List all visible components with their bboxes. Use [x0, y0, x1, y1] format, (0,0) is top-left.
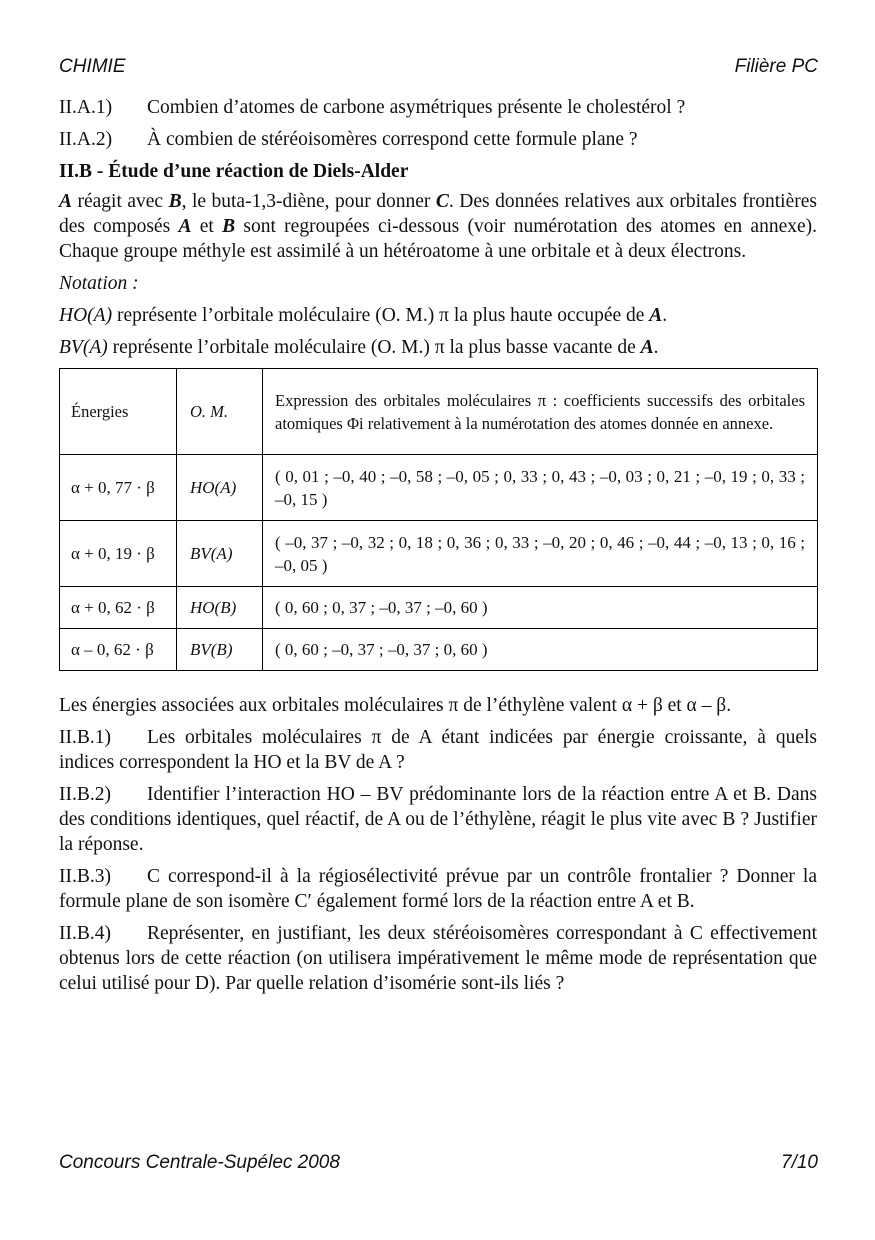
compound-c: C	[435, 191, 449, 212]
row-om-text: BV(B)	[190, 640, 233, 659]
row-coefficients: ( –0, 37 ; –0, 32 ; 0, 18 ; 0, 36 ; 0, 33 ; –0, 20 ; 0, 46 ; –0, 44 ; –0, 13 ; 0, 16 ; –0, 05 )	[263, 521, 818, 587]
question-number: II.B.1)	[59, 727, 111, 748]
question-text: Identifier l’interaction HO – BV prédominante lors de la réaction entre A et B. Dans des conditions identiques, quel réactif, de A ou de l’éthylène, réagit le plus vite avec B ? Justifier la réponse.	[59, 784, 817, 855]
notation-compound: A	[640, 337, 654, 358]
question-number: II.B.4)	[59, 923, 111, 944]
row-om-text: HO(B)	[190, 598, 237, 617]
row-energy: α + 0, 77 · β	[60, 455, 177, 521]
question-number: II.A.2)	[59, 129, 113, 150]
row-om	[177, 455, 263, 521]
header-om	[177, 369, 263, 455]
header-subject: CHIMIE	[59, 56, 126, 77]
row-energy: α + 0, 19 · β	[60, 521, 177, 587]
orbital-table	[59, 368, 818, 671]
row-om	[177, 521, 263, 587]
notation-label-text: Notation :	[59, 273, 139, 294]
compound-a-ref: A	[178, 216, 192, 237]
question-II-A-1	[59, 95, 817, 120]
table-row	[60, 455, 818, 521]
table-row	[60, 587, 818, 629]
compound-b-ref: B	[222, 216, 236, 237]
row-coefficients: ( 0, 60 ; 0, 37 ; –0, 37 ; –0, 60 )	[263, 587, 818, 629]
header-energies: Énergies	[60, 369, 177, 455]
row-energy: α + 0, 62 · β	[60, 587, 177, 629]
question-II-B-3	[59, 864, 817, 914]
question-II-B-1	[59, 725, 817, 775]
section-title: II.B - Étude d’une réaction de Diels-Alder	[59, 161, 409, 182]
question-text: Combien d’atomes de carbone asymétriques présente le cholestérol ?	[147, 97, 686, 118]
footer-page-number: 7/10	[781, 1152, 818, 1173]
header-om-text: O. M.	[190, 402, 229, 421]
row-coefficients: ( 0, 01 ; –0, 40 ; –0, 58 ; –0, 05 ; 0, 33 ; 0, 43 ; –0, 03 ; 0, 21 ; –0, 19 ; 0, 33 ; –0, 15 )	[263, 455, 818, 521]
notation-text: représente l’orbitale moléculaire (O. M.) π la plus basse vacante de	[107, 337, 641, 358]
page-content	[59, 95, 817, 1003]
question-II-A-2	[59, 127, 817, 152]
ethylene-paragraph: Les énergies associées aux orbitales moléculaires π de l’éthylène valent α + β et α – β.	[59, 695, 732, 716]
question-number: II.B.3)	[59, 866, 111, 887]
question-text: Représenter, en justifiant, les deux stéréoisomères correspondant à C effectivement obtenus lors de cette réaction (on utilisera impérativement le même mode de représentation que celui utilisé pour D). Par quelle relation d’isomérie sont-ils liés ?	[59, 923, 817, 994]
notation-dot: .	[653, 337, 659, 358]
notation-symbol: BV(A)	[59, 337, 108, 358]
question-text: C correspond-il à la régiosélectivité prévue par un contrôle frontalier ? Donner la formule plane de son isomère C′ également formé lors de la réaction entre A et B.	[59, 866, 817, 912]
row-om	[177, 629, 263, 671]
table-row	[60, 521, 818, 587]
intro-text-4: et	[191, 216, 223, 237]
intro-text-5: sont regroupées ci-dessous (voir numérotation des atomes en annexe). Chaque groupe méthyle est assimilé à un hétéroatome à une orbitale et à deux électrons.	[59, 216, 817, 262]
notation-line-bv	[59, 335, 817, 360]
row-coefficients: ( 0, 60 ; –0, 37 ; –0, 37 ; 0, 60 )	[263, 629, 818, 671]
row-om	[177, 587, 263, 629]
footer-exam: Concours Centrale-Supélec 2008	[59, 1152, 340, 1173]
header-expression: Expression des orbitales moléculaires π : coefficients successifs des orbitales atomiques Φi relativement à la numérotation des atomes donnée en annexe.	[263, 369, 818, 455]
intro-text-2: , le buta-1,3-diène, pour donner	[181, 191, 436, 212]
notation-compound: A	[649, 305, 663, 326]
question-II-B-4	[59, 921, 817, 996]
notation-dot: .	[662, 305, 668, 326]
row-energy: α – 0, 62 · β	[60, 629, 177, 671]
question-text: À combien de stéréoisomères correspond cette formule plane ?	[147, 129, 638, 150]
notation-line-ho	[59, 303, 817, 328]
table-header-row	[60, 369, 818, 455]
page-header	[59, 56, 818, 80]
row-om-text: BV(A)	[190, 544, 233, 563]
intro-text-3: . Des données relatives aux orbitales frontières des composés	[59, 191, 817, 237]
notation-label	[59, 271, 817, 296]
header-track: Filière PC	[734, 56, 818, 77]
compound-b: B	[168, 191, 182, 212]
question-number: II.A.1)	[59, 97, 113, 118]
row-om-text: HO(A)	[190, 478, 237, 497]
question-number: II.B.2)	[59, 784, 111, 805]
page-footer	[59, 1152, 818, 1176]
notation-symbol: HO(A)	[59, 305, 113, 326]
intro-paragraph	[59, 189, 817, 264]
question-II-B-2	[59, 782, 817, 857]
compound-a: A	[59, 191, 73, 212]
question-text: Les orbitales moléculaires π de A étant indicées par énergie croissante, à quels indices correspondent la HO et la BV de A ?	[59, 727, 817, 773]
table-row	[60, 629, 818, 671]
notation-text: représente l’orbitale moléculaire (O. M.) π la plus haute occupée de	[112, 305, 650, 326]
intro-text-1: réagit avec	[72, 191, 169, 212]
